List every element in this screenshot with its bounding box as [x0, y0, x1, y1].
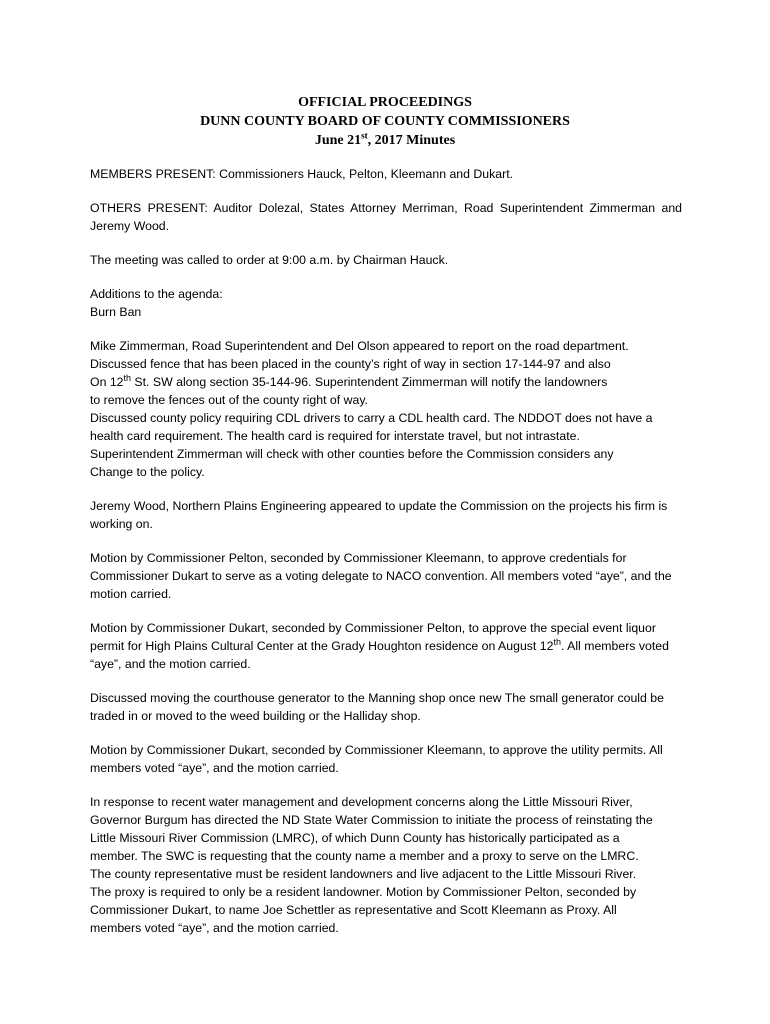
- lmrc-line: In response to recent water management and development concerns along the Little Missouri River,: [90, 795, 633, 809]
- document-title: [0, 93, 770, 150]
- road-ordinal-suffix: th: [123, 372, 132, 383]
- road-line: Discussed county policy requiring CDL drivers to carry a CDL health card. The NDDOT does not have a: [90, 411, 653, 425]
- others-present: OTHERS PRESENT: Auditor Dolezal, States Attorney Merriman, Road Superintendent Zimmerman and Jeremy Wood.: [90, 201, 682, 233]
- road-line: Change to the policy.: [90, 465, 205, 479]
- motion-naco-credentials: Motion by Commissioner Pelton, seconded by Commissioner Kleemann, to approve credentials for Commissioner Dukart to serve as a voting delegate to NACO convention. All members voted “aye”, and the motion carried.: [90, 551, 672, 601]
- minutes-body: [90, 165, 682, 953]
- motion-utility-permits: Motion by Commissioner Dukart, seconded by Commissioner Kleemann, to approve the utility permits. All members voted “aye”, and the motion carried.: [90, 743, 663, 775]
- members-present: MEMBERS PRESENT: Commissioners Hauck, Pelton, Kleemann and Dukart.: [90, 167, 514, 181]
- motion-liquor-permit: [90, 619, 682, 673]
- road-line: Superintendent Zimmerman will check with other counties before the Commission considers any: [90, 447, 614, 461]
- lmrc-paragraph: [90, 793, 682, 937]
- lmrc-line: members voted “aye”, and the motion carried.: [90, 921, 339, 935]
- road-line: St. SW along section 35-144-96. Superintendent Zimmerman will notify the landowners: [131, 375, 608, 389]
- generator-discussion: Discussed moving the courthouse generator to the Manning shop once new The small generator could be traded in or moved to the weed building or the Halliday shop.: [90, 691, 664, 723]
- lmrc-line: The county representative must be resident landowners and live adjacent to the Little Missouri River.: [90, 867, 637, 881]
- lmrc-line: Commissioner Dukart, to name Joe Schettler as representative and Scott Kleemann as Proxy. All: [90, 903, 617, 917]
- title-minutes: , 2017 Minutes: [367, 133, 456, 148]
- call-to-order: The meeting was called to order at 9:00 a.m. by Chairman Hauck.: [90, 253, 449, 267]
- title-line-2: DUNN COUNTY BOARD OF COUNTY COMMISSIONERS: [200, 114, 570, 129]
- lmrc-line: Governor Burgum has directed the ND State Water Commission to initiate the process of reinstating the: [90, 813, 653, 827]
- lmrc-line: The proxy is required to only be a resident landowner. Motion by Commissioner Pelton, seconded by: [90, 885, 637, 899]
- lmrc-line: Little Missouri River Commission (LMRC), of which Dunn County has historically participated as a: [90, 831, 620, 845]
- title-date-suffix: st: [361, 130, 368, 141]
- road-line: to remove the fences out of the county right of way.: [90, 393, 368, 407]
- liquor-text: Motion by Commissioner Dukart, seconded by Commissioner Pelton, to approve the special event liquor permit for High Plains Cultural Center at the Grady Houghton residence on August 12: [90, 621, 656, 653]
- road-line: health card requirement. The health card is required for interstate travel, but not intrastate.: [90, 429, 580, 443]
- road-line: On 12: [90, 375, 124, 389]
- agenda-additions: [90, 285, 682, 321]
- agenda-additions-item: Burn Ban: [90, 305, 142, 319]
- liquor-text-end: . All members voted “aye”, and the motion carried.: [90, 639, 669, 671]
- road-line: Discussed fence that has been placed in the county’s right of way in section 17-144-97 and also: [90, 357, 611, 371]
- liquor-ordinal-suffix: th: [553, 636, 561, 647]
- title-line-3: [0, 131, 770, 150]
- engineering-update: Jeremy Wood, Northern Plains Engineering appeared to update the Commission on the projects his firm is working on.: [90, 499, 668, 531]
- agenda-additions-heading: Additions to the agenda:: [90, 287, 223, 301]
- title-line-1: OFFICIAL PROCEEDINGS: [298, 95, 472, 110]
- road-department-report: [90, 337, 682, 481]
- lmrc-line: member. The SWC is requesting that the county name a member and a proxy to serve on the LMRC.: [90, 849, 639, 863]
- road-line: Mike Zimmerman, Road Superintendent and Del Olson appeared to report on the road department.: [90, 339, 629, 353]
- title-date: June 21: [314, 133, 362, 148]
